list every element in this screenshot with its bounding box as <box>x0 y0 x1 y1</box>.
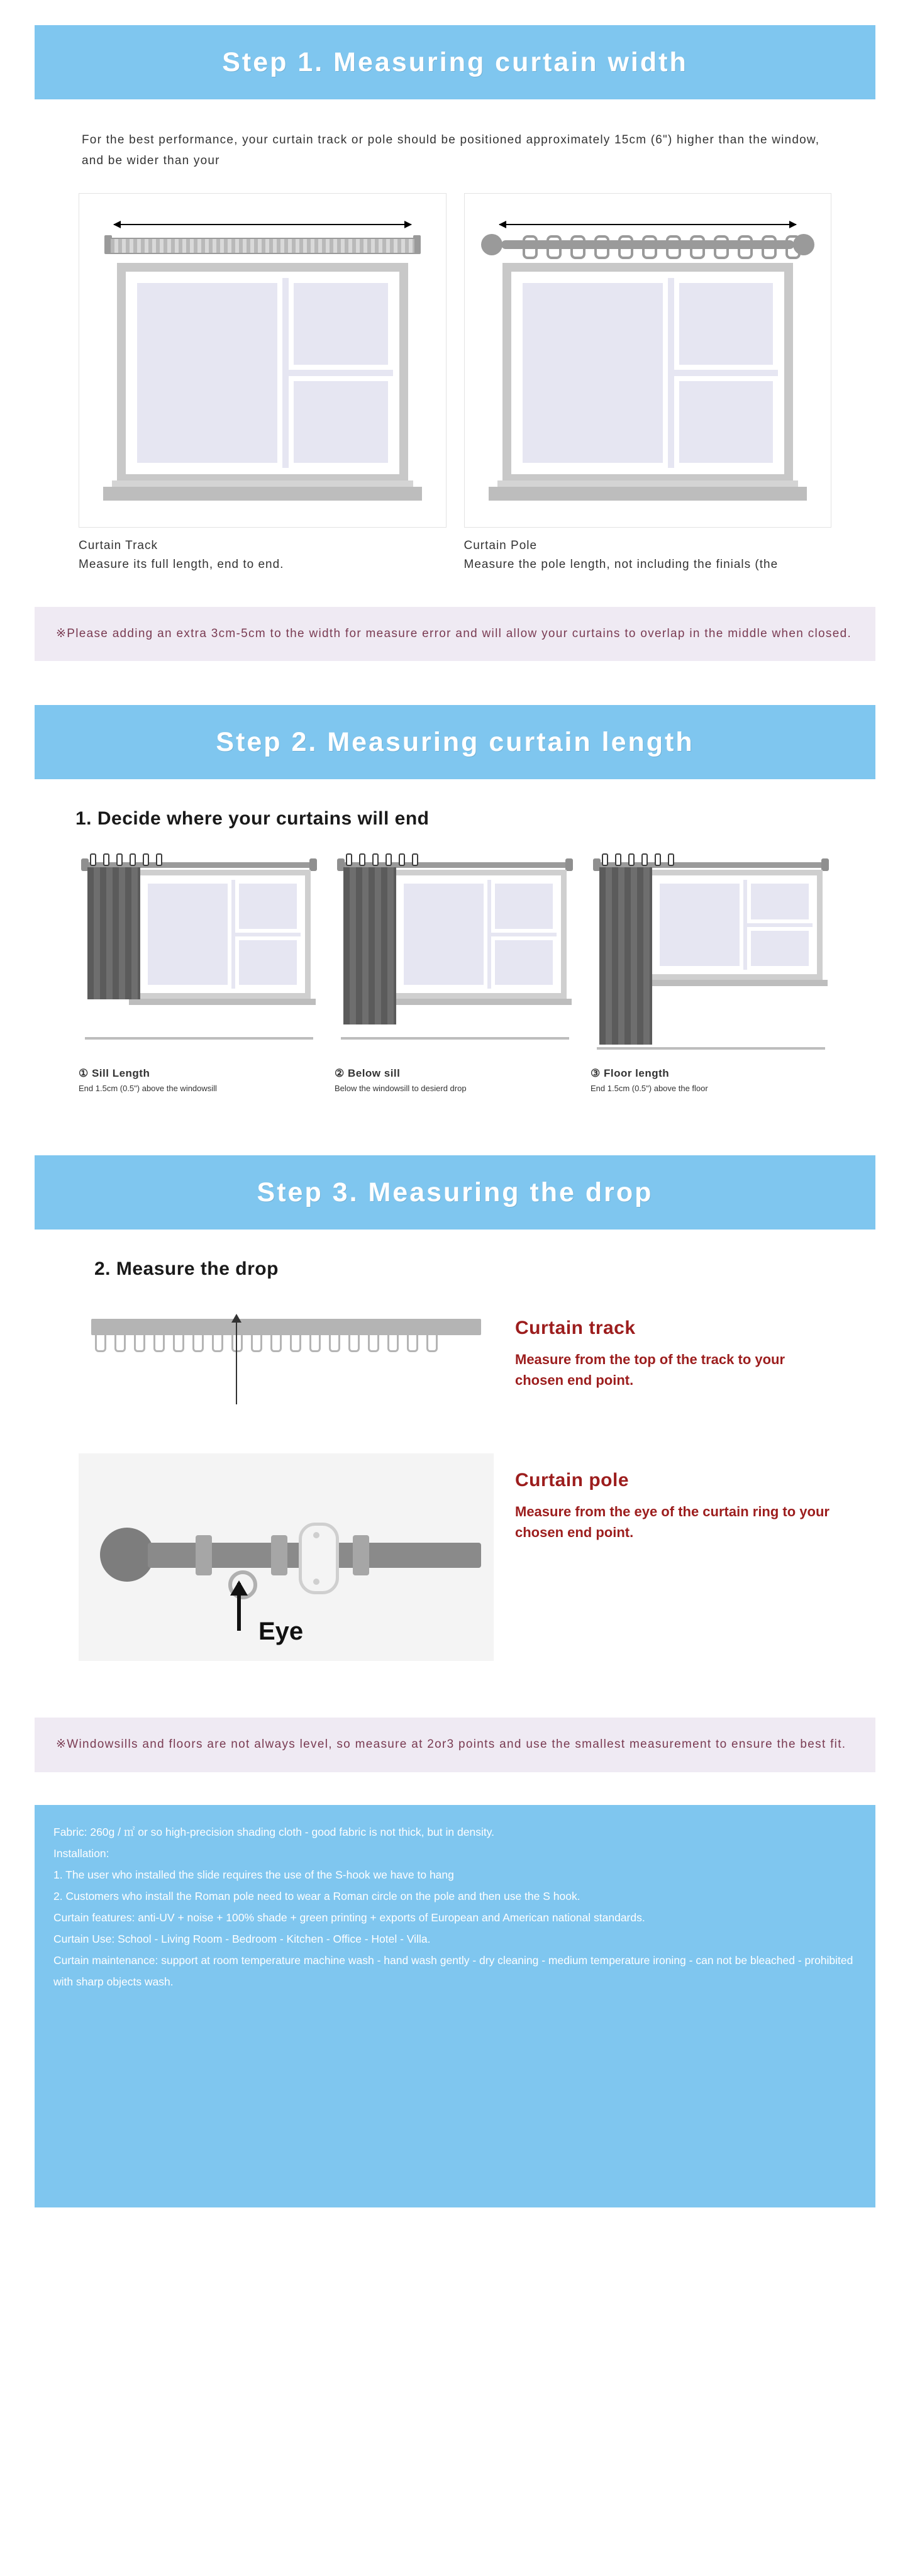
curtain-track-caption-title: Curtain Track <box>79 538 158 552</box>
window-pane-right-group <box>747 880 813 970</box>
window-pane-right-group <box>674 278 778 468</box>
curtain-pole-diagram <box>464 193 832 528</box>
option-below-sill-sub: Below the windowsill to desierd drop <box>335 1084 467 1094</box>
pole-ring-icon <box>785 235 801 259</box>
top-spacer <box>0 0 910 25</box>
step3-banner <box>35 1155 875 1230</box>
pole-ring-icon <box>738 235 753 259</box>
floor-line <box>85 1037 313 1040</box>
pole-ring-icon <box>714 235 729 259</box>
rod-cap-right-icon <box>821 858 829 871</box>
window-pane-right-top <box>491 880 557 933</box>
option-floor-length-label: ③ Floor length <box>591 1067 670 1080</box>
pole-collar-icon <box>271 1535 287 1575</box>
window-panes <box>511 272 785 474</box>
curtain-track-diagram <box>79 193 447 528</box>
option-sill-length-label: ① Sill Length <box>79 1067 150 1080</box>
option-floor-length-art <box>591 848 831 1062</box>
window-pane-left <box>132 278 282 468</box>
pole-collar-icon <box>196 1535 212 1575</box>
window-graphic <box>646 870 823 980</box>
curtain-hooks-icon <box>90 853 162 866</box>
window-panes <box>652 875 817 974</box>
curtain-track-caption <box>79 536 447 575</box>
measure-arrow-icon <box>237 1583 241 1631</box>
curtain-track-icon <box>91 1319 481 1335</box>
pole-ring-icon <box>547 235 562 259</box>
window-pane-left <box>656 880 743 970</box>
curtain-track-icon <box>109 238 416 254</box>
info-line: Installation: <box>53 1846 109 1860</box>
option-floor-length-sub: End 1.5cm (0.5") above the floor <box>591 1084 708 1094</box>
option-sill-length <box>79 848 319 1095</box>
window-pane-right-bottom <box>235 936 301 989</box>
step2-banner <box>35 705 875 779</box>
pole-ring-icon <box>618 235 633 259</box>
step1-diagram-row <box>79 193 831 575</box>
option-below-sill-label: ② Below sill <box>335 1067 401 1080</box>
step1-intro-text: For the best performance, your curtain track or pole should be positioned approximately 15cm (6") higher than the window, and be wider than your <box>82 133 820 168</box>
curtain-graphic <box>87 867 140 999</box>
pole-bracket-icon <box>299 1523 339 1594</box>
track-drop-row <box>79 1301 831 1421</box>
window-pane-right-bottom <box>674 376 778 468</box>
window-pane-right-top <box>674 278 778 370</box>
pole-finial-icon <box>100 1528 154 1582</box>
measure-arrow-icon <box>236 1315 237 1404</box>
window-panes <box>396 875 561 993</box>
track-drop-text <box>515 1301 831 1391</box>
step3-note: ※Windowsills and floors are not always level, so measure at 2or3 points and use the smallest measurement to ensure the best fit. <box>35 1718 875 1772</box>
window-sill-upper <box>112 480 413 487</box>
step2-banner-title: Step 2. Measuring curtain length <box>216 726 694 757</box>
pole-ring-icon <box>570 235 585 259</box>
window-pane-right-group <box>235 880 301 989</box>
window-sill <box>641 980 828 986</box>
product-info-block <box>35 1805 875 2207</box>
info-line: Curtain Use: School - Living Room - Bedroom - Kitchen - Office - Hotel - Villa. <box>53 1933 431 1946</box>
floor-line <box>597 1047 825 1050</box>
pole-drop-row <box>79 1453 831 1661</box>
curtain-track-caption-desc: Measure its full length, end to end. <box>79 557 284 571</box>
window-sill <box>103 487 422 501</box>
window-pane-left <box>400 880 487 989</box>
step3-banner-title <box>257 1177 653 1208</box>
pole-ring-icon <box>690 235 705 259</box>
info-line: 1. The user who installed the slide requires the use of the S-hook we have to hang <box>53 1868 454 1881</box>
pole-ring-icon <box>762 235 777 259</box>
option-below-sill-art <box>335 848 575 1062</box>
window-sill <box>129 999 316 1005</box>
window-graphic <box>390 870 567 999</box>
window-pane-right-group <box>289 278 392 468</box>
curtain-hooks-icon <box>602 853 674 866</box>
step1-note: ※Please adding an extra 3cm-5cm to the width for measure error and will allow your curtains to overlap in the middle when closed. <box>35 607 875 661</box>
window-sill-upper <box>497 480 799 487</box>
info-line: Curtain maintenance: support at room temperature machine wash - hand wash gently - dry cleaning - medium temperature ironing - can not be bleached - prohibited with sharp objects wash. <box>53 1954 853 1989</box>
curtain-pole-diagram-column <box>464 193 832 575</box>
window-panes <box>126 272 399 474</box>
window-graphic <box>117 263 408 483</box>
pole-collar-icon <box>353 1535 369 1575</box>
window-pane-right-bottom <box>747 927 813 970</box>
window-graphic <box>134 870 311 999</box>
curtain-pole-caption <box>464 536 832 575</box>
curtain-graphic <box>343 867 396 1024</box>
step3-banner-title-main: Step 3. Measuring <box>257 1177 521 1208</box>
width-arrow-icon <box>499 224 797 225</box>
window-pane-left <box>144 880 231 989</box>
option-sill-length-art <box>79 848 319 1062</box>
window-pane-right-top <box>289 278 392 370</box>
step3-subhead: 2. Measure the drop <box>94 1258 279 1280</box>
pole-drop-text <box>515 1453 831 1543</box>
track-hooks-icon <box>95 1334 438 1352</box>
pole-ring-icon <box>523 235 538 259</box>
window-pane-left <box>518 278 668 468</box>
section-spacer <box>0 661 910 705</box>
step1-banner-title: Step 1. Measuring curtain width <box>222 47 688 77</box>
curtain-pole-caption-title: Curtain Pole <box>463 538 538 552</box>
info-line: 2. Customers who install the Roman pole need to wear a Roman circle on the pole and then use the S hook. <box>53 1889 580 1902</box>
pole-ring-icon <box>666 235 681 259</box>
curtain-graphic <box>599 867 652 1045</box>
curtain-pole-description: Measure from the eye of the curtain ring to your chosen end point. <box>515 1504 830 1541</box>
pole-ring-icon <box>594 235 609 259</box>
finial-left-icon <box>481 234 502 255</box>
window-pane-right-bottom <box>491 936 557 989</box>
curtain-hooks-icon <box>346 853 418 866</box>
curtain-track-diagram-column <box>79 193 447 575</box>
pole-drop-art <box>79 1453 494 1661</box>
section-spacer <box>0 1095 910 1155</box>
window-panes <box>140 875 305 993</box>
window-pane-right-bottom <box>289 376 392 468</box>
curtain-pole-caption-desc: Measure the pole length, not including the finials (the <box>463 557 779 571</box>
width-arrow-icon <box>114 224 411 225</box>
step2-subhead: 1. Decide where your curtains will end <box>75 808 430 830</box>
curtain-end-options <box>79 848 831 1095</box>
rod-cap-right-icon <box>309 858 317 871</box>
step1-banner <box>35 25 875 99</box>
track-drop-art <box>79 1301 494 1421</box>
curtain-pole-heading: Curtain pole <box>515 1470 630 1491</box>
curtain-track-description: Measure from the top of the track to your chosen end point. <box>515 1352 785 1389</box>
window-sill <box>385 999 572 1005</box>
window-pane-right-top <box>235 880 301 933</box>
info-line: Curtain features: anti-UV + noise + 100% shade + green printing + exports of European and American national standards. <box>53 1911 645 1924</box>
option-floor-length <box>591 848 831 1095</box>
option-sill-length-sub: End 1.5cm (0.5") above the windowsill <box>79 1084 217 1094</box>
window-pane-right-top <box>747 880 813 923</box>
window-pane-right-group <box>491 880 557 989</box>
option-below-sill <box>335 848 575 1095</box>
floor-line <box>341 1037 569 1040</box>
pole-ring-icon <box>642 235 657 259</box>
eye-label: Eye <box>258 1618 304 1646</box>
curtain-track-heading: Curtain track <box>515 1318 636 1339</box>
rod-cap-right-icon <box>565 858 573 871</box>
window-sill <box>489 487 807 501</box>
window-graphic <box>502 263 794 483</box>
step3-banner-title-sub: the drop <box>520 1177 653 1208</box>
info-line: Fabric: 260g / ㎡ or so high-precision shading cloth - good fabric is not thick, but in density. <box>53 1825 495 1838</box>
